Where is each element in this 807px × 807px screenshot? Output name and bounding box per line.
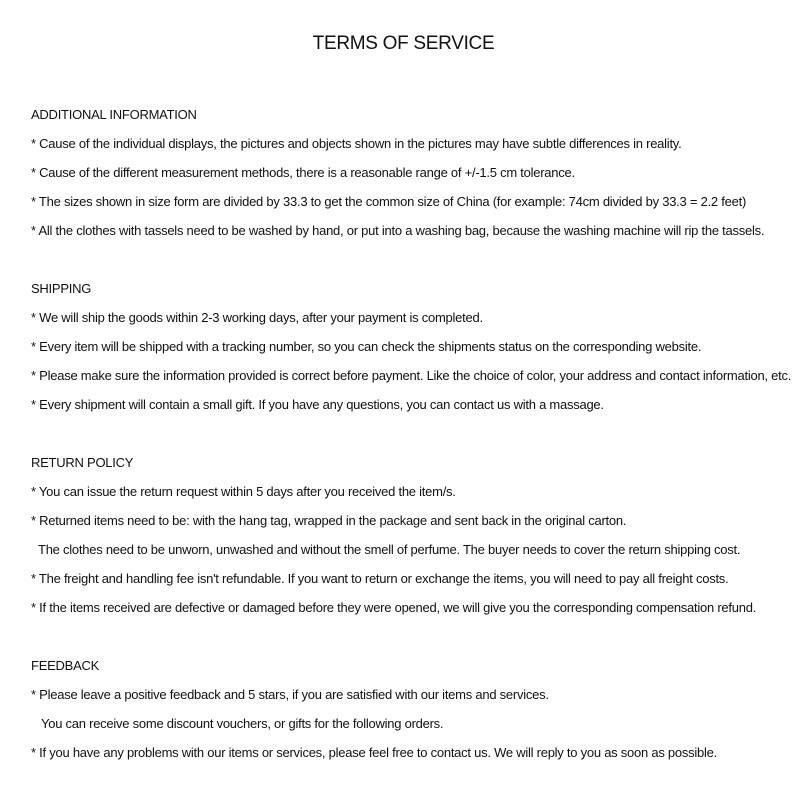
list-item: * The sizes shown in size form are divided by 33.3 to get the common size of China (for example: 74cm divided by 33.3 = 2.2 feet)	[31, 194, 747, 209]
list-item: * Please leave a positive feedback and 5 stars, if you are satisfied with our items and services.	[31, 687, 549, 702]
section-shipping	[31, 274, 801, 419]
section-heading: FEEDBACK	[31, 658, 100, 673]
section-feedback	[31, 651, 801, 767]
section-return-policy	[31, 448, 801, 622]
list-item: * All the clothes with tassels need to be washed by hand, or put into a washing bag, because the washing machine will rip the tassels.	[31, 223, 765, 238]
list-item: * Cause of the different measurement methods, there is a reasonable range of +/-1.5 cm tolerance.	[31, 165, 575, 180]
page-title: TERMS OF SERVICE	[312, 33, 495, 54]
list-item: * We will ship the goods within 2-3 working days, after your payment is completed.	[31, 310, 483, 325]
list-item: * If you have any problems with our items or services, please feel free to contact us. We will reply to you as soon as possible.	[31, 745, 717, 760]
section-heading: SHIPPING	[31, 281, 92, 296]
list-item: * Returned items need to be: with the hang tag, wrapped in the package and sent back in the original carton.	[31, 513, 627, 528]
list-item: * The freight and handling fee isn't refundable. If you want to return or exchange the items, you will need to pay all freight costs.	[31, 571, 729, 586]
list-item-continuation: You can receive some discount vouchers, or gifts for the following orders.	[41, 716, 444, 731]
list-item: * Every item will be shipped with a tracking number, so you can check the shipments status on the corresponding website.	[31, 339, 702, 354]
list-item: * If the items received are defective or damaged before they were opened, we will give you the corresponding compensation refund.	[31, 600, 757, 615]
list-item: * Cause of the individual displays, the pictures and objects shown in the pictures may have subtle differences in reality.	[31, 136, 682, 151]
section-additional-information	[31, 100, 801, 245]
list-item: * You can issue the return request within 5 days after you received the item/s.	[31, 484, 456, 499]
list-item-continuation: The clothes need to be unworn, unwashed and without the smell of perfume. The buyer needs to cover the return shipping cost.	[38, 542, 741, 557]
section-heading: ADDITIONAL INFORMATION	[31, 107, 197, 122]
terms-content	[31, 100, 801, 796]
list-item: * Every shipment will contain a small gift. If you have any questions, you can contact us with a massage.	[31, 397, 604, 412]
section-heading: RETURN POLICY	[31, 455, 134, 470]
list-item: * Please make sure the information provided is correct before payment. Like the choice of color, your address and contact information, etc.	[31, 368, 792, 383]
